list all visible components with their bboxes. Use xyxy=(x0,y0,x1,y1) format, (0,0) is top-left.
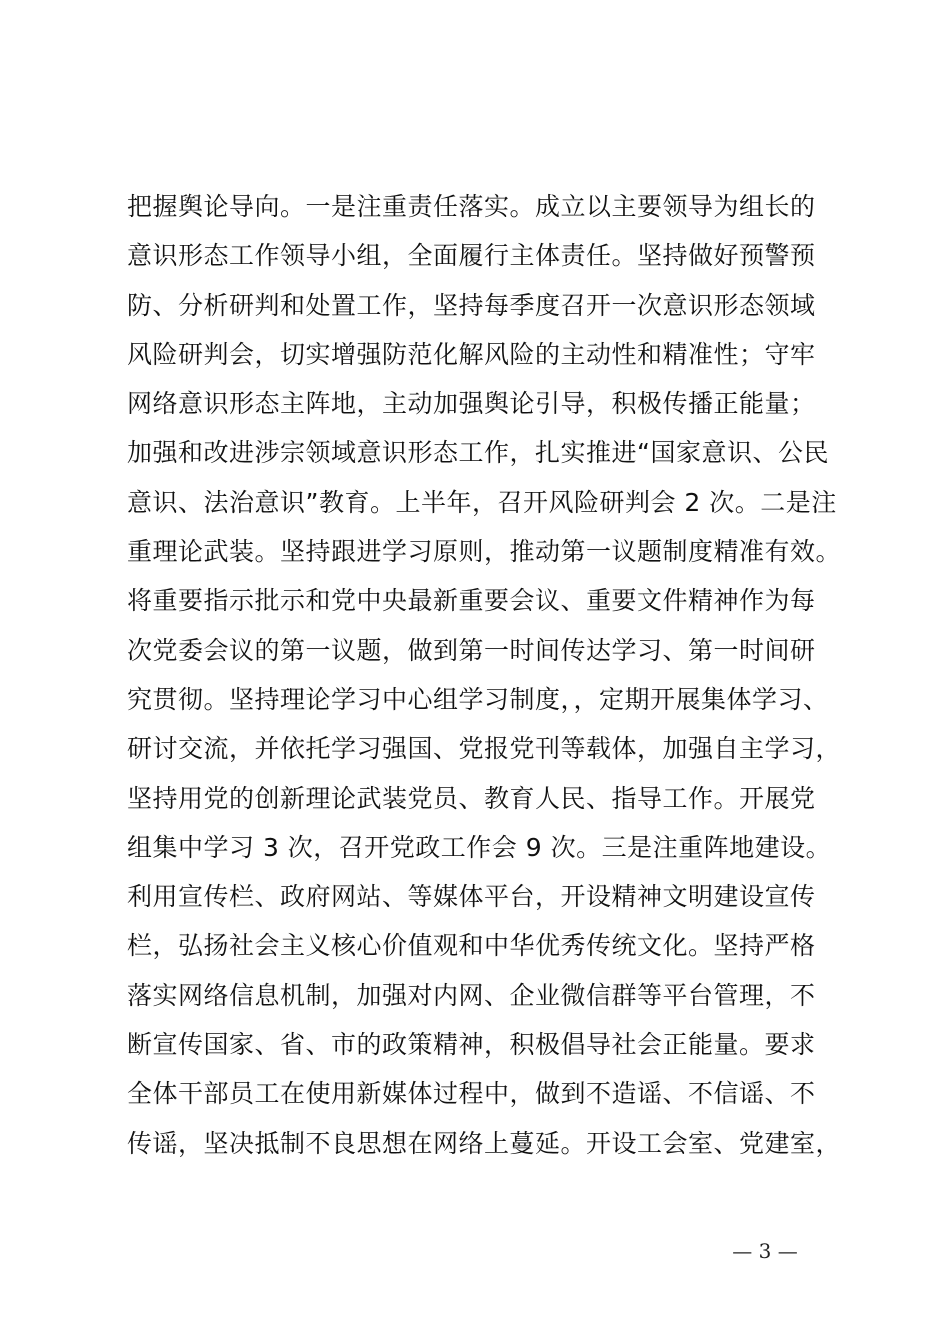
text-line: 研讨交流，并依托学习强国、党报党刊等载体，加强自主学习， xyxy=(127,734,842,764)
text-line: 防、分析研判和处置工作，坚持每季度召开一次意识形态领域 xyxy=(127,290,816,320)
text-line: 把握舆论导向。一是注重责任落实。成立以主要领导为组长的 xyxy=(127,192,816,221)
text-line: 加强和改进涉宗领域意识形态工作，扎实推进“国家意识、公民 xyxy=(127,438,829,468)
text-line: 利用宣传栏、政府网站、等媒体平台，开设精神文明建设宣传 xyxy=(127,882,816,912)
text-line: 断宣传国家、省、市的政策精神，积极倡导社会正能量。要求 xyxy=(127,1030,816,1060)
text-line: 重理论武装。坚持跟进学习原则，推动第一议题制度精准有效。 xyxy=(127,537,842,567)
text-line: 栏，弘扬社会主义核心价值观和中华优秀传统文化。坚持严格 xyxy=(127,931,816,961)
text-line: 全体干部员工在使用新媒体过程中，做到不造谣、不信谣、不 xyxy=(127,1079,816,1109)
body-text xyxy=(127,182,857,1168)
text-line: 传谣，坚决抵制不良思想在网络上蔓延。开设工会室、党建室， xyxy=(127,1128,842,1158)
text-line: 网络意识形态主阵地，主动加强舆论引导，积极传播正能量； xyxy=(127,389,816,419)
text-line: 坚持用党的创新理论武装党员、教育人民、指导工作。开展党 xyxy=(127,783,816,813)
text-line: 风险研判会，切实增强防范化解风险的主动性和精准性；守牢 xyxy=(127,339,816,369)
text-line: 组集中学习 3 次，召开党政工作会 9 次。三是注重阵地建设。 xyxy=(127,832,832,862)
text-line: 意识、法治意识”教育。上半年，召开风险研判会 2 次。二是注 xyxy=(127,487,837,517)
text-line: 意识形态工作领导小组，全面履行主体责任。坚持做好预警预 xyxy=(127,241,816,271)
page-number: — 3 — xyxy=(732,1239,798,1263)
text-line: 将重要指示批示和党中央最新重要会议、重要文件精神作为每 xyxy=(127,586,816,616)
text-line: 落实网络信息机制，加强对内网、企业微信群等平台管理，不 xyxy=(127,980,816,1010)
text-line: 究贯彻。坚持理论学习中心组学习制度，，定期开展集体学习、 xyxy=(127,684,829,714)
text-line: 次党委会议的第一议题，做到第一时间传达学习、第一时间研 xyxy=(127,635,816,665)
